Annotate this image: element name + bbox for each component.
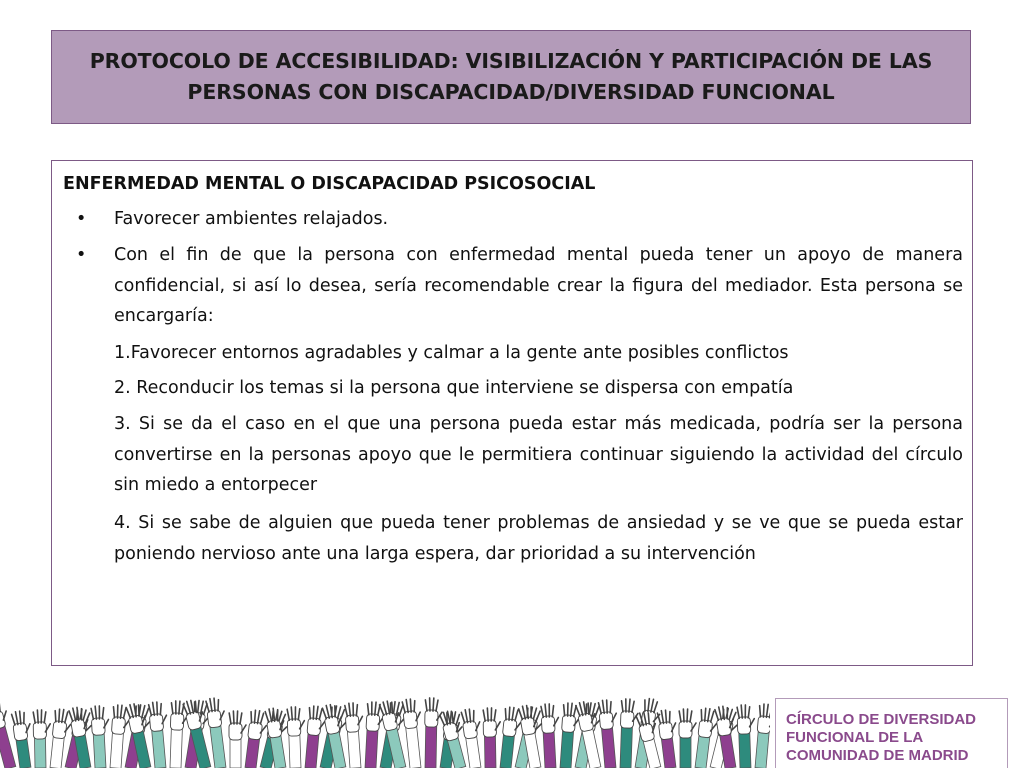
page-title: PROTOCOLO DE ACCESIBILIDAD: VISIBILIZACIÓN Y PARTICIPACIÓN DE LAS PERSONAS CON DISCAPACIDAD/DIVERSIDAD FUNCIONAL — [89, 49, 933, 104]
hand-figure — [91, 706, 111, 768]
hand-figure — [483, 708, 501, 768]
hand-figure — [11, 710, 36, 768]
numbered-point: 1.Favorecer entornos agradables y calmar a la gente ante posibles conflictos — [114, 343, 789, 363]
organization-logo — [775, 698, 1008, 768]
raised-hands-illustration — [0, 690, 770, 768]
numbered-point: 3. Si se da el caso en el que una persona pueda estar más medicada, podría ser la persona convertirse en la personas apoyo que le permitiera continuar siguiendo la actividad del círculo sin miedo a entorpecer — [114, 414, 963, 495]
bullet-dot: • — [76, 245, 87, 265]
bullet-item — [63, 240, 963, 335]
hand-figure — [657, 709, 681, 768]
hand-figure — [424, 698, 442, 768]
hand-figure — [287, 707, 306, 768]
bullet-text: Favorecer ambientes relajados. — [114, 209, 389, 229]
logo-line: FUNCIONAL DE LA — [786, 729, 924, 746]
hand-figure — [679, 709, 696, 768]
bullet-item — [63, 204, 963, 235]
logo-line: CÍRCULO DE DIVERSIDAD — [786, 711, 977, 728]
hand-figure — [148, 701, 171, 768]
hand-figure — [541, 704, 561, 768]
logo-line: COMUNIDAD DE MADRID — [786, 747, 969, 764]
hand-figure — [619, 699, 638, 768]
bullet-dot: • — [76, 209, 87, 229]
content-panel — [51, 160, 973, 666]
hand-figure — [229, 711, 246, 768]
footer — [0, 690, 1024, 768]
hand-figure — [344, 702, 365, 768]
title-banner — [51, 30, 971, 124]
hand-figure — [402, 698, 426, 768]
numbered-point: 4. Si se sabe de alguien que pueda tener problemas de ansiedad y se ve que se pueda estar poniendo nervioso ante una larga espera, dar prioridad a su intervención — [114, 513, 963, 564]
hand-figure — [206, 697, 231, 768]
hand-figure — [461, 708, 486, 768]
hand-figure — [754, 704, 770, 768]
hand-figure — [33, 710, 51, 768]
bullet-text: Con el fin de que la persona con enfermedad mental pueda tener un apoyo de manera confidencial, si así lo desea, sería recomendable crear la figura del mediador. Esta persona se encargaría: — [114, 245, 963, 326]
hand-figure — [737, 705, 756, 768]
hand-figure — [598, 699, 621, 768]
section-heading: ENFERMEDAD MENTAL O DISCAPACIDAD PSICOSOCIAL — [63, 174, 596, 194]
numbered-point: 2. Reconducir los temas si la persona que interviene se dispersa con empatía — [114, 378, 794, 398]
